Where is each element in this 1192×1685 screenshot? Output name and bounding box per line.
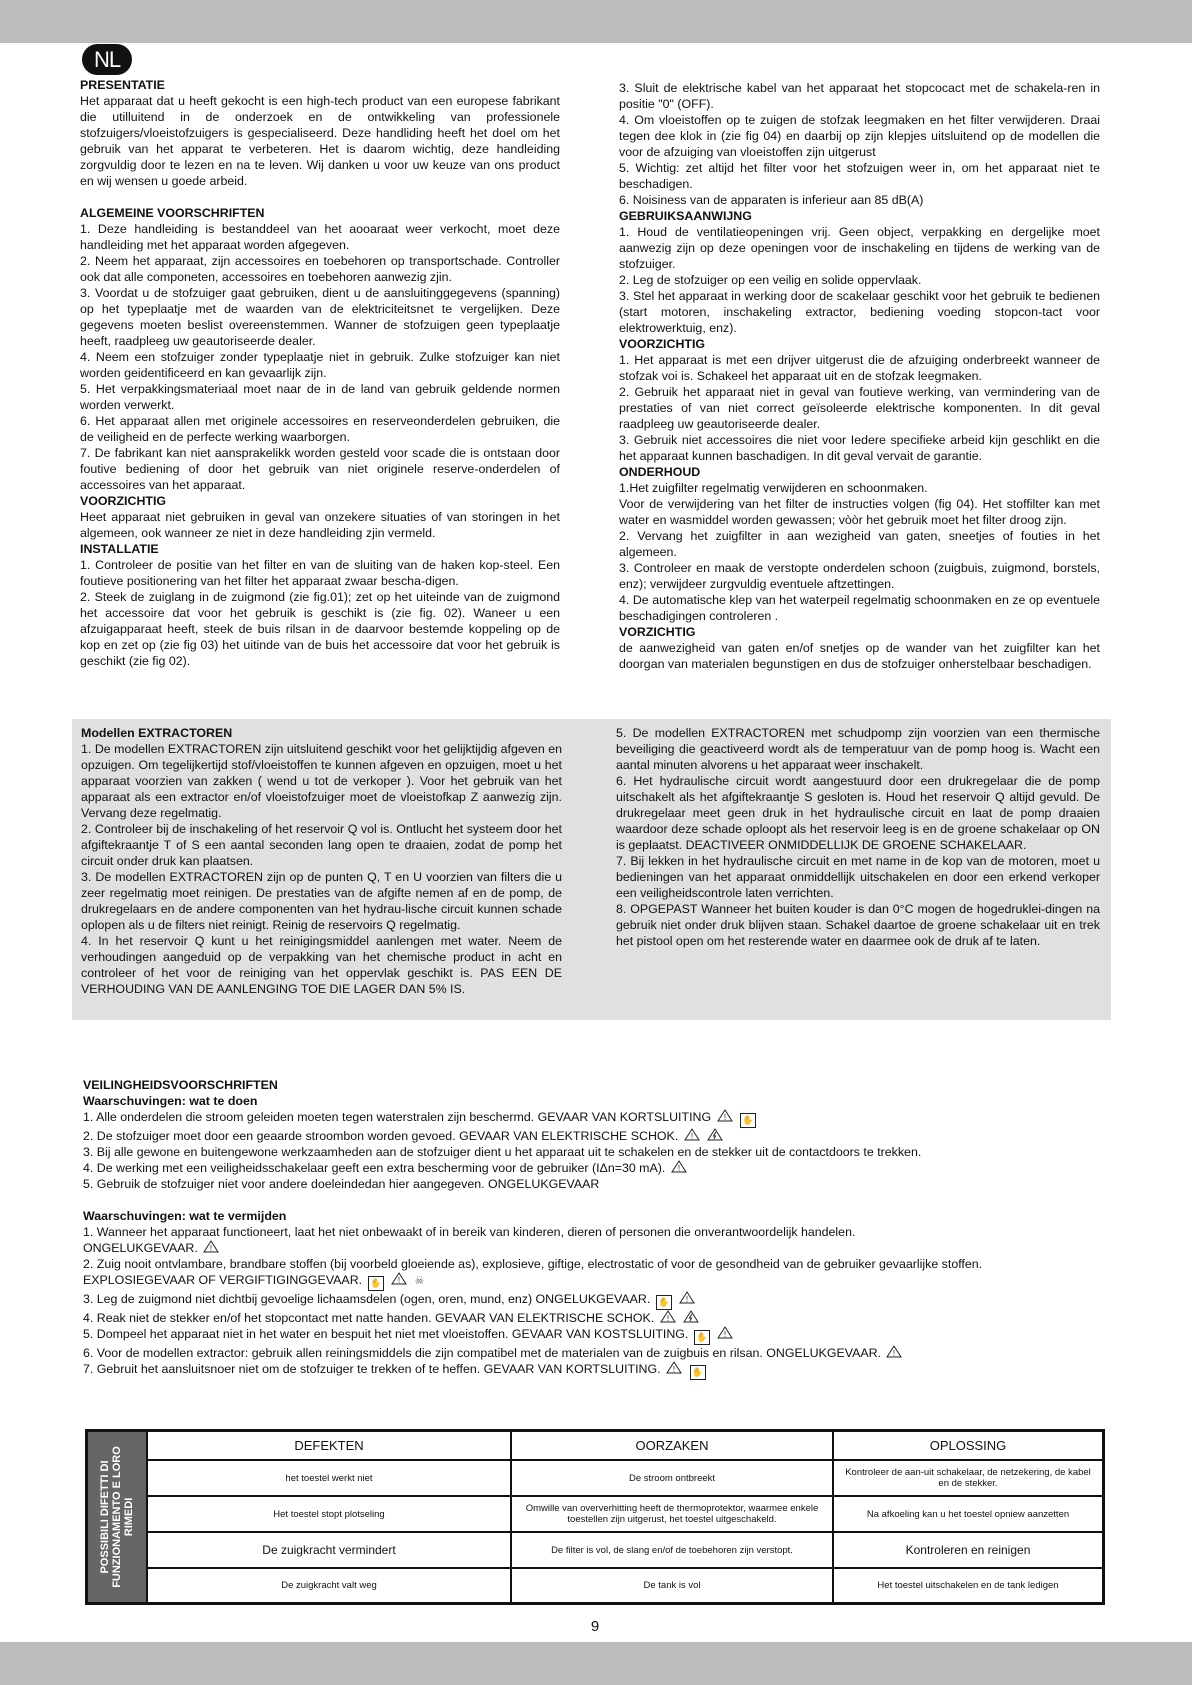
top-band [0,0,1192,43]
extractoren-item: 6. Het hydraulische circuit wordt aangestuurd door een drukregelaar die de pomp uitschakelt als het afgiftekraantje S gesloten is. Houd het reservoir Q altijd gevuld. De drukregelaar meet geen druk in het hydraulische circuit en laat de pomp draaien waardoor deze schade oploopt als het reservoir leeg is en de groene schakelaar op ON is geplaatst. DEACTIVEER ONMIDDELLIJK DE GROENE SCHAKELAAR. [616,774,1100,852]
safety-section [83,1077,1113,1380]
installatie-item: 1. Controleer de positie van het filter en van de sluiting van de haken kop-steel. Een foutieve positionering van het filter het apparaat zwaar bescha-digen. [80,558,560,588]
safety-avoid-item-text: 5. Dompeel het apparaat niet in het water en bespuit het niet met vloeistoffen. GEVAAR VAN KOSTSLUITING. [83,1327,689,1341]
onderhoud-item: Voor de verwijdering van het filter de instructies volgen (fig 04). Het stoffilter kan met water en wasmiddel worden gewassen; vòòr het gebruik moet het filter droog zijn. [619,497,1100,527]
intro-item: 4. Om vloeistoffen op te zuigen de stofzak leegmaken en het filter verwijderen. Draai tegen dee klok in (zie fig 04) en daarbij op zijn klepjes uitsluitend op de modellen die voor de afzuiging van vloeistoffen zijn uitgerust [619,113,1100,159]
svg-text:!: ! [723,1113,726,1122]
warning-triangle-icon [391,1272,407,1285]
table-cell: het toestel werkt niet [146,1461,510,1497]
svg-text:!: ! [893,1349,896,1358]
algemeine-item: 1. Deze handleiding is bestanddeel van het aooaraat weer verkocht, moet deze handleiding met het apparaat worden afgegeven. [80,222,560,252]
safety-do-item [83,1109,1113,1128]
table-cell: Kontroleren en reinigen [832,1533,1102,1569]
table-cell: Kontroleer de aan-uit schakelaar, de netzekering, de kabel en de stekker. [832,1461,1102,1497]
onderhoud-item: 3. Controleer en maak de verstopte onderdelen schoon (zuigbuis, zuigmond, borstels, enz); verwijdeer zurgvuldig eventuele aftzettingen. [619,561,1100,591]
voorzichtig-text: Heet apparaat niet gebruiken in geval van onzekere situaties of van storingen in het algemeen, ook wanneer ze niet in deze handleiding zjin vermeld. [80,510,560,540]
left-column [80,77,560,669]
warning-triangle-icon [666,1361,682,1374]
safety-do-item-text: 1. Alle onderdelen die stroom geleiden moeten tegen waterstralen zijn beschermd. GEVAAR VAN KORTSLUITING [83,1110,712,1124]
bottom-band [0,1642,1192,1685]
algemeine-item: 2. Neem het apparaat, zijn accessoires en toebehoren op transportschade. Controller ook dat alle componeten, accessoires en toebehoren aanwezig zjin. [80,254,560,284]
electric-hazard-icon [707,1128,723,1141]
section-title-onderhoud: ONDERHOUD [619,465,701,479]
safety-avoid-item [83,1361,1113,1380]
table-header-oorzaken: OORZAKEN [510,1432,832,1461]
safety-avoid-item [83,1240,1113,1256]
warning-triangle-icon [886,1345,902,1358]
voorzichtig-item: 1. Het apparaat is met een drijver uitgerust die de afzuiging onderbreekt wanneer de stofzak voi is. Schakeel het apparaat uit en de stofzak leegmaken. [619,353,1100,383]
warning-triangle-icon [684,1128,700,1141]
safety-avoid-item [83,1291,1113,1310]
warning-triangle-icon [679,1291,695,1304]
gebruik-item: 1. Houd de ventilatieopeningen vrij. Geen object, verpakking en dergelijke moet aanwezig zijn op deze openingen voor de inschakeling en tijdens de werking van de stofzuiger. [619,225,1100,271]
table-header-oplossing: OPLOSSING [832,1432,1102,1461]
safety-do-item [83,1128,1113,1144]
svg-text:!: ! [690,1132,693,1141]
safety-avoid-item [83,1272,1113,1291]
section-title-vorzichtig: VORZICHTIG [619,625,696,639]
extractoren-item: 4. In het reservoir Q kunt u het reinigingsmiddel aanlengen met water. Neem de verhoudingen aangeduid op de verpakking van het chemische product in acht en controleer of het voor de reiniging van het oppervlak geschikt is. PAS EEN DE VERHOUDING VAN DE AANLENGING TOE DIE LAGER DAN 5% IS. [81,934,562,996]
safety-title: VEILINGHEIDSVOORSCHRIFTEN [83,1078,278,1092]
svg-text:!: ! [677,1164,680,1173]
safety-do-title: Waarschuvingen: wat te doen [83,1094,258,1108]
table-cell: Het toestel uitschakelen en de tank ledigen [832,1569,1102,1602]
table-side-label [88,1432,146,1602]
svg-text:!: ! [397,1276,401,1285]
section-title-gebruik: GEBRUIKSAANWIJNG [619,209,752,223]
algemeine-item: 6. Het apparaat allen met originele accessoires en reserveonderdelen gebruiken, die de veiligheid en de perfecte werking waarborgen. [80,414,560,444]
safety-do-item [83,1160,1113,1176]
toxic-icon: ☠ [414,1275,425,1287]
safety-avoid-item [83,1326,1113,1345]
safety-avoid-item-text: 6. Voor de modellen extractor: gebruik allen reiningsmiddels die zijn compatibel met de materialen van de zuigbuis en rilsan. ONGELUKGEVAAR. [83,1346,881,1360]
extractoren-item: 2. Controleer bij de inschakeling of het reservoir Q vol is. Ontlucht het systeem door het afgiftekraantje T of S een aantal seconden lang open te draaien, zodat de pomp het circuit onder druk kan plaatsen. [81,822,562,868]
safety-avoid-item-text: EXPLOSIEGEVAAR OF VERGIFTIGINGGEVAAR. [83,1273,363,1287]
algemeine-item: 5. Het verpakkingsmateriaal moet naar de in de land van gebruik geldende normen worden verwerkt. [80,382,560,412]
electric-hazard-icon [683,1310,699,1323]
extractoren-item: 5. De modellen EXTRACTOREN met schudpomp zijn voorzien van een thermische beveiliging die geactiveerd wordt als de temperatuur van de pomp hoog is. Wacht een aantal minuten alvorens u het apparaat weer inschakelt. [616,726,1100,772]
algemeine-item: 4. Neem een stofzuiger zonder typeplaatje niet in gebruik. Zulke stofzuiger kan niet worden geidentificeerd en kan gevaarlijk zijn. [80,350,560,380]
table-cell: Het toestel stopt plotseling [146,1497,510,1533]
gebruik-item: 2. Leg de stofzuiger op een veilig en solide oppervlaak. [619,273,922,287]
gebruik-item: 3. Stel het apparaat in werking door de scakelaar geschikt voor het gebruik te bedienen (start motoren, inschakeling extractor, bediening voeding stopcon-tact voor elektrowerktuig, enz). [619,289,1100,335]
table-cell: De zuigkracht valt weg [146,1569,510,1602]
svg-text:!: ! [686,1295,689,1304]
onderhoud-item: 2. Vervang het zuigfilter in aan wezigheid van gaten, sneetjes of fouties in het algemeen. [619,529,1100,559]
hand-spray-icon: ✋ [690,1365,706,1380]
page-number: 9 [590,1618,600,1635]
voorzichtig-item: 2. Gebruik het apparaat niet in geval van foutieve werking, van vermindering van de prestaties of van niet correct geïsoleerde elektrische komponenten. In dit geval raadpleeg uw geautoriseerde dealer. [619,385,1100,431]
intro-item: 3. Sluit de elektrische kabel van het apparaat het stopcocact met de schakela-ren in positie "0" (OFF). [619,81,1100,111]
safety-avoid-item-text: ONGELUKGEVAAR. [83,1241,198,1255]
safety-avoid-item: 2. Zuig nooit ontvlambare, brandbare stoffen (bij voorbeld gloeiende as), explosieve, giftige, electrostatic of voor de gesondheid van de gebruiker gevaarlijke stoffen. [83,1257,983,1271]
vorzichtig-text: de aanwezigheid van gaten en/of snetjes op de wander van het zuigfilter kan het doorgan van materialen begunstigen en dus de stofzuiger onherstelbaar beschadigen. [619,641,1100,671]
hand-spray-icon: ✋ [740,1113,756,1128]
extractoren-item: 8. OPGEPAST Wanneer het buiten kouder is dan 0°C mogen de hogedruklei-dingen na gebruik niet onder druk blijven staan. Schakel daartoe de groene schakelaar uit en trek het pistool open om het resterende water en daarmee ook de druk af te laten. [616,902,1100,948]
svg-text:!: ! [666,1314,669,1323]
safety-do-item: 5. Gebruik de stofzuiger niet voor andere doeleindedan hier aangegeven. ONGELUKGEVAAR [83,1177,600,1191]
warning-triangle-icon [660,1310,676,1323]
warning-triangle-icon [671,1160,687,1173]
safety-avoid-item-text: 4. Reak niet de stekker en/of het stopcontact met natte handen. GEVAAR VAN ELEKTRISCHE SCHOK. [83,1311,655,1325]
safety-avoid-item-text: 7. Gebruit het aansluitsnoer niet om de stofzuiger te trekken of te heffen. GEVAAR VAN KORTSLUITING. [83,1362,661,1376]
intro-item: 5. Wichtig: zet altijd het filter voor het stofzuigen weer in, om het apparaat niet te beschadigen. [619,161,1100,191]
algemeine-item: 3. Voordat u de stofzuiger gaat gebruiken, dient u de aansluitinggegevens (spanning) op het typeplaatje met de waarden van de elektriciteitsnet te vergelijken. Deze gegevens moeten beslist overeenstemmen. Wanner de stofzuigen geen typeplaatje heeft, raadpleeg uw geautoriseerde dealer. [80,286,560,348]
hand-spray-icon: ✋ [368,1276,384,1291]
installatie-item: 2. Steek de zuiglang in de zuigmond (zie fig.01); zet op het uiteinde van de zuigmond het accessoire dat voor het gebruik is geschikt is (zie fig. 02). Waneer u een afzuigapparaat heeft, steek de buis rilsan in de daarvoor bestemde koppeling op de kop en zet op (zie fig 03) het uitinde van de buis het accessoire dat voor het gebruik is geschikt (zie fig 02). [80,590,560,668]
extractoren-left [81,725,562,997]
table-grid [146,1432,1102,1602]
section-title-installatie: INSTALLATIE [80,542,159,556]
section-title-voorzichtig: VOORZICHTIG [80,494,167,508]
extractoren-item: 1. De modellen EXTRACTOREN zijn uitsluitend geschikt voor het gelijktijdig afgeven en opzuigen. Om tegelijkertijd stof/vloeistoffen te kunnen afgeven en opzuigen, moet u het apparaat voorzien van zakken ( wend u tot de verkoper ). Voor het gebruik van het apparaat als een extractor en/of vloeistofzuiger moet de vloeistofkap Z aanwezig zijn. Vervang deze regelmatig. [81,742,562,820]
hand-spray-icon: ✋ [656,1295,672,1310]
safety-do-item: 3. Bij alle gewone en buitengewone werkzaamheden aan de stofzuiger dient u het apparaat uit te schakelen en de stekker uit de contactdoors te trekken. [83,1145,922,1159]
safety-do-item-text: 4. De werking met een veiligheidsschakelaar geeft een extra bescherming voor de gebruiker (IΔn=30 mA). [83,1161,666,1175]
svg-text:!: ! [672,1365,676,1374]
table-header-defekten: DEFEKTEN [146,1432,510,1461]
table-side-label-text: POSSIBILI DIFETTI DI FUNZIONAMENTO E LORO RIMEDI [99,1446,135,1588]
table-cell: De stroom ontbreekt [510,1461,832,1497]
svg-text:!: ! [724,1330,727,1339]
table-cell: De tank is vol [510,1569,832,1602]
troubleshooting-table [85,1429,1105,1605]
warning-triangle-icon [203,1240,219,1253]
onderhoud-item: 4. De automatische klep van het waterpeil regelmatig schoonmaken en ze op eventuele beschadigingen controleren . [619,593,1100,623]
safety-avoid-title: Waarschuvingen: wat te vermijden [83,1209,287,1223]
safety-do-item-text: 2. De stofzuiger moet door een geaarde stroombon worden gevoed. GEVAAR VAN ELEKTRISCHE SCHOK. [83,1129,679,1143]
warning-triangle-icon [717,1326,733,1339]
extractoren-item: 3. De modellen EXTRACTOREN zijn op de punten Q, T en U voorzien van filters die u zeer regelmatig moet reinigen. De prestaties van de afgifte nemen af en de pomp, de drukregelaars en de andere componenten van het hydrau-lische circuit kunnen schade oplopen als u de filters niet reinigt. Reinig de reservoirs Q regelmatig. [81,870,562,932]
table-cell: De zuigkracht vermindert [146,1533,510,1569]
extractoren-right [616,725,1100,949]
safety-avoid-item [83,1345,1113,1361]
table-cell: Omwille van oververhitting heeft de thermoprotektor, waarmee enkele toestellen zijn uitgerust, het toestel uitgeschakeld. [510,1497,832,1533]
presentatie-text: Het apparaat dat u heeft gekocht is een high-tech product van een europese fabrikant die utilluitend in de onderzoek en de ontwikkeling van professionele stofzuigers/vloeistofzuigers is gespecialiseerd. Deze handliding heeft het doel om het gebruik van het apparat te verbeteren. Het is daarom wichtig, deze handleiding zorgvuldig door te lezen en na te leven. Wij danken u voor uw keuze van ons product en wij wensen u goede arbeid. [80,94,560,188]
safety-avoid-item: 1. Wanneer het apparaat functioneert, laat het niet onbewaakt of in bereik van kinderen, dieren of personen die onverantwoordelijk handelen. [83,1225,856,1239]
section-title-algemeine: ALGEMEINE VOORSCHRIFTEN [80,206,265,220]
algemeine-item: 7. De fabrikant kan niet aansprakelikk worden gesteld voor scade die is ontstaan door foutive bediening of door het gebruik van niet originele reserve-onderdelen of accessoires van het apparaat. [80,446,560,492]
section-title-presentatie: PRESENTATIE [80,78,165,92]
safety-avoid-item-text: 3. Leg de zuigmond niet dichtbij gevoelige lichaamsdelen (ogen, oren, mund, enz) ONGELUKGEVAAR. [83,1292,651,1306]
safety-avoid-item [83,1310,1113,1326]
language-badge: NL [82,44,132,75]
intro-item: 6. Noisiness van de apparaten is inferieur aan 85 dB(A) [619,193,924,207]
hand-spray-icon: ✋ [694,1330,710,1345]
right-column [619,80,1100,672]
extractoren-item: 7. Bij lekken in het hydraulische circuit en met name in de kop van de motoren, moet u bedieningen van het apparaat onmiddellijk uitschakelen en door een erkend verkoper een veiligheidscontrole laten verrichten. [616,854,1100,900]
warning-triangle-icon [717,1109,733,1122]
voorzichtig-item: 3. Gebruik niet accessoires die niet voor Iedere specifieke arbeid kijn geschlikt en die het apparaat kunnen baschadigen. In dit geval vervait de garantie. [619,433,1100,463]
section-title-voorzichtig-2: VOORZICHTIG [619,337,706,351]
table-cell: De filter is vol, de slang en/of de toebehoren zijn verstopt. [510,1533,832,1569]
table-cell: Na afkoeling kan u het toestel opniew aanzetten [832,1497,1102,1533]
onderhoud-item: 1.Het zuigfilter regelmatig verwijderen en schoonmaken. [619,481,928,495]
svg-text:!: ! [210,1244,213,1253]
extractoren-title: Modellen EXTRACTOREN [81,726,233,740]
